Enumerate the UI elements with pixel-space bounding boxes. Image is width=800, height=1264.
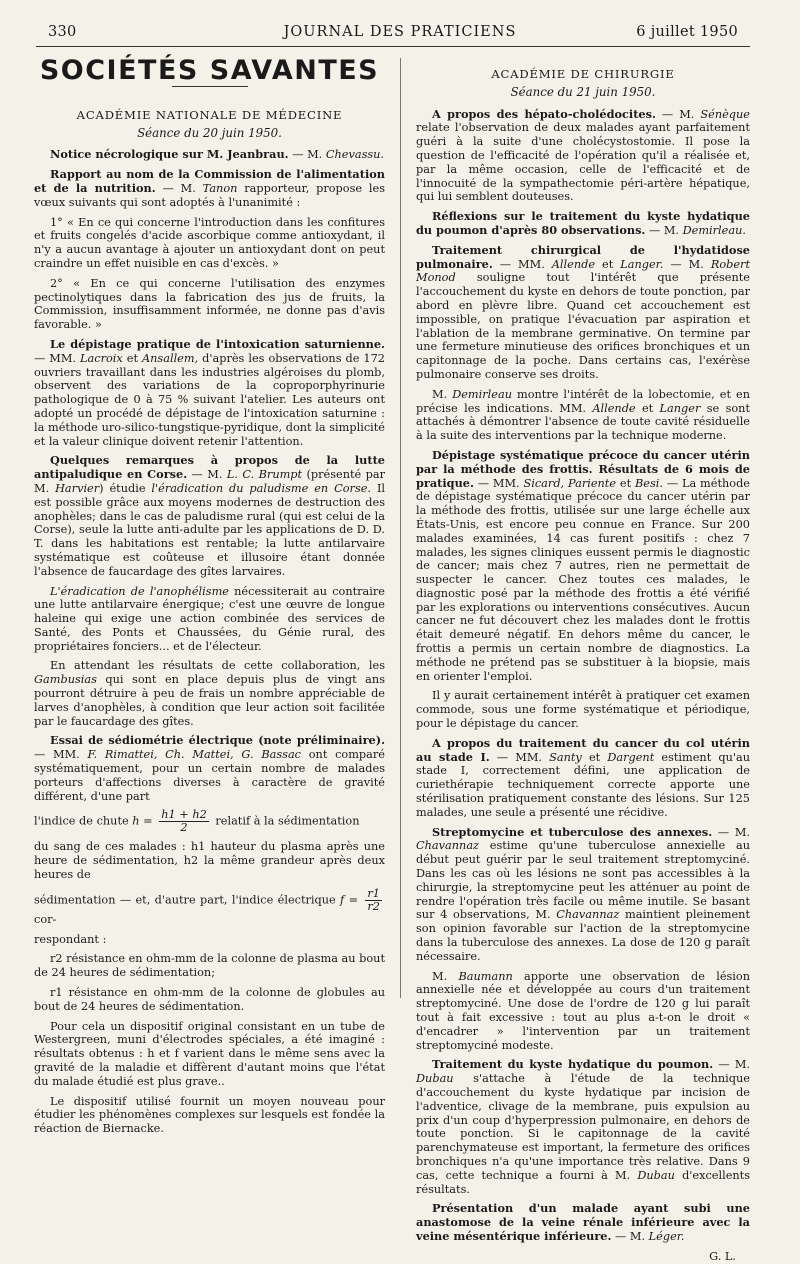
signature: G. L. xyxy=(709,1249,736,1263)
formula-chute: l'indice de chute h = $\frac{h1 + h2}{2}$ relatif à la sédimentation xyxy=(34,808,360,835)
author: Léger. xyxy=(648,1229,685,1243)
author: Besi. xyxy=(634,476,663,490)
author: Chavannaz xyxy=(416,839,480,853)
sedim-r2: r2 résistance en ohm-mm de la colonne de plasma au bout de 24 heures de sédimentation; xyxy=(34,952,385,980)
author: Tanon xyxy=(202,181,238,195)
gambusias-paragraph: En attendant les résultats de cette collaboration, les Gambusias qui sont en place depuis plus de vingt ans pourront détruire à peu de frais un nombre appréciable de larves d'anophèles, à condition que leur action soit facilitée par le faucardage des gîtes. xyxy=(34,659,385,728)
running-header xyxy=(0,22,800,46)
sedim-dispositif: Pour cela un dispositif original consistant en un tube de Westergreen, muni d'électrodes spéciales, a été imaginé : résultats obtenus : h et f varient dans le même sens avec la gravité de la maladie et diffèrent d'autant moins que l'état du malade étudié est plus grave.. xyxy=(34,1019,385,1088)
work-title: L'éradication de l'anophélisme xyxy=(50,584,229,598)
author: Lacroix xyxy=(80,351,123,365)
cancer-paragraph: Dépistage systématique précoce du cancer utérin par la méthode des frottis. Résultats de 6 mois de pratique. — MM. Sicard, Pariente et Besi. — La méthode de dépistage systématique précoce du cancer utérin par la méthode des frottis, utilisée sur une large échelle aux États-Unis, est encore peu connue en France. Sur 200 malades examinées, 14 cas furent positifs : chez 7 malades, les signes cliniques eussent permis le diagnostic de cancer; mais chez 7 autres, rien ne permettait de suspecter le cancer. Chez toutes ces malades, le diagnostic posé par la méthode des frottis a été vérifié par les explorations ou interventions consécutives. Aucun cancer ne fut découvert chez les malades dont le frottis était demeuré négatif. En dehors même du cancer, le frottis a permis un certain nombre de diagnostics. La méthode ne prétend pas se substituer à la biopsie, mais en orienter l'emploi. xyxy=(416,447,750,683)
sedim-respondant: respondant : xyxy=(34,932,107,946)
kyste-paragraph: Réflexions sur le traitement du kyste hydatique du poumon d'après 80 observations. — M. Demirleau. xyxy=(416,209,750,237)
journal-title: JOURNAL DES PRATICIENS xyxy=(283,24,517,40)
author: F. Rimattei, Ch. Mattei, G. Bassac xyxy=(87,748,302,762)
author: Dubau xyxy=(416,1072,454,1086)
article-title: Quelques remarques à propos de la lutte antipaludique en Corse. xyxy=(34,453,385,482)
academy-heading: ACADÉMIE NATIONALE DE MÉDECINE xyxy=(76,107,343,122)
article-title: Streptomycine et tuberculose des annexes. xyxy=(432,824,713,839)
depistage-paragraph: Le dépistage pratique de l'intoxication saturnienne.— MM. Lacroix et Ansallem, d'après les observations de 172 ouvriers travaillant dans les industries algéroises du plomb, observent des variations de la coproporphyrinurie pathologique de 0 à 75 % suivant l'atelier. Les auteurs ont adopté un procédé de dépistage de l'intoxication saturnine : la méthode uro-silico-tungstique-pyridique, dont la simplicité et la valeur clinique doivent retenir l'attention. xyxy=(34,336,385,448)
author: Chevassu. xyxy=(325,148,385,162)
author: Baumann xyxy=(458,969,513,983)
header-rule xyxy=(36,46,750,47)
author: Robert Monod xyxy=(416,257,750,285)
col-uterin-paragraph: A propos du traitement du cancer du col utérin au stade I. — MM. Santy et Dargent estiment qu'au stade I, correctement défini, une application de curiethérapie techniquement correcte apporte une stérilisation pratiquement constante des lésions. Sur 125 malades, une seule a présenté une récidive. xyxy=(416,735,750,819)
streptomycine-paragraph: Streptomycine et tuberculose des annexes. — M. Chavannaz estime qu'une tuberculose annexielle au début peut guérir par le seul traitement streptomyciné. Dans les cas où les lésions ne sont pas accessibles à la chirurgie, la streptomycine peut les atténuer au point de rendre l'opération très facile ou même inutile. Se basant sur 4 observations, M. Chavannaz maintient pleinement son opinion favorable sur l'action de la streptomycine dans la tuberculose des annexes. La dose de 120 g paraît nécessaire. xyxy=(416,824,750,963)
leger-paragraph: Présentation d'un malade ayant subi une anastomose de la veine rénale inférieure avec la veine mésentérique inférieure. — M. Léger. xyxy=(416,1201,750,1243)
seance-date: Séance du 21 juin 1950. xyxy=(510,84,656,99)
author: Chavannaz xyxy=(556,908,620,922)
fraction-electrique: $\frac{r1}{r2}$ xyxy=(367,886,380,913)
author: Dubau xyxy=(637,1168,675,1182)
notice-paragraph: Notice nécrologique sur M. Jeanbrau. — M. Chevassu. xyxy=(50,147,385,162)
column-separator xyxy=(400,58,401,998)
author: Dargent xyxy=(607,750,655,764)
author: Ansallem, xyxy=(141,351,199,365)
seance-date: Séance du 20 juin 1950. xyxy=(137,125,282,140)
voeu-2: 2° « En ce qui concerne l'utilisation des enzymes pectinolytiques dans la fabrication des jus de fruits, la Commission, insuffisamment informée, ne donne pas d'avis favorable. » xyxy=(34,276,385,332)
page-number: 330 xyxy=(48,24,77,40)
cancer-conclusion: Il y aurait certainement intérêt à pratiquer cet examen commode, sous une forme systématique et périodique, pour le dépistage du cancer. xyxy=(416,689,750,731)
author: Langer xyxy=(659,401,701,415)
anophelisme-paragraph: L'éradication de l'anophélisme nécessiterait au contraire une lutte antilarvaire énergique; c'est une œuvre de longue haleine qui exige une action combinée des services de Santé, des Ponts et Chaussées, du Génie rural, des propriétaires fonciers... et de l'électeur. xyxy=(34,584,385,653)
article-title: Le dépistage pratique de l'intoxication saturnienne. xyxy=(50,336,385,351)
sediometrie-paragraph: Essai de sédiométrie électrique (note préliminaire). — MM. F. Rimattei, Ch. Mattei, G. Bassac ont comparé systématiquement, pour un certain nombre de malades porteurs d'affections diverses à caractère de gravité différent, d'une part xyxy=(34,733,385,803)
issue-date: 6 juillet 1950 xyxy=(636,24,738,40)
article-title: A propos du traitement du cancer du col utérin au stade I. xyxy=(416,735,750,764)
work-title: l'éradication du paludisme en Corse. xyxy=(151,481,372,495)
rapport-paragraph: Rapport au nom de la Commission de l'alimentation et de la nutrition. — M. Tanon rapporteur, propose les vœux suivants qui sont adoptés à l'unanimité : xyxy=(34,167,385,209)
author: Santy xyxy=(549,750,582,764)
author: Demirleau. xyxy=(682,223,746,237)
author: L. C. Brumpt xyxy=(226,468,303,482)
sedim-r1: r1 résistance en ohm-mm de la colonne de globules au bout de 24 heures de sédimentation. xyxy=(34,986,385,1013)
hepato-paragraph: A propos des hépato-cholédocites. — M. Sénèque relate l'observation de deux malades ayant parfaitement guéri à la suite d'une cholécystostomie. Il pose la question de l'efficacité de l'opération qu'il a réalisée et, par la même occasion, celle de l'efficacité et de l'innocuité de la sympathectomie péri-artère hépatique, qui lui semblent douteuses. xyxy=(416,106,750,204)
right-column xyxy=(416,58,750,1264)
section-title: SOCIÉTÉS SAVANTES xyxy=(39,55,380,86)
paludisme-paragraph: Quelques remarques à propos de la lutte antipaludique en Corse. — M. L. C. Brumpt (présenté par M. Harvier) étudie l'éradication du paludisme en Corse. Il est possible grâce aux moyens modernes de destruction des anophèles; dans le cas de paludisme rural (qui est celui de la Corse), seule la lutte anti-adulte par les applications de D. D. T. dans les habitations est rentable; la lutte antilarvaire systématique est coûteuse et illusoire étant donnée l'absence de faucardage des gîtes larvaires. xyxy=(34,453,386,578)
article-title: Présentation d'un malade ayant subi une anastomose de la veine rénale inférieure avec la veine mésentérique inférieure. xyxy=(416,1201,750,1243)
voeu-1: 1° « En ce qui concerne l'introduction dans les confitures et fruits congelés d'acide ascorbique comme antioxydant, il n'y a aucun avantage à ajouter un antioxydant dont on peut craindre un effet nuisible en cas d'excès. » xyxy=(34,215,385,270)
article-title: Essai de sédiométrie électrique (note préliminaire). xyxy=(50,733,385,748)
article-title: Traitement du kyste hydatique du poumon. xyxy=(432,1057,714,1072)
left-column xyxy=(34,55,386,1142)
demirleau-paragraph: M. Demirleau montre l'intérêt de la lobectomie, et en précise les indications. MM. Allende et Langer se sont attachés à démontrer l'absence de toute cavité résiduelle à la suite des interventions par la technique moderne. xyxy=(416,387,751,443)
hydatidose-paragraph: Traitement chirurgical de l'hydatidose pulmonaire. — MM. Allende et Langer. — M. Robert Monod souligne tout l'intérêt que présente l'accouchement du kyste en dehors de toute ponction, par abord en plèvre libre. Quand cet accouchement est impossible, on pratique l'évacuation par aspiration et l'ablation de la membrane germinative. On termine par une fermeture minutieuse des orifices bronchiques et un capitonnage de la poche. Dans certains cas, l'exérèse pulmonaire conserve ses droits. xyxy=(416,242,750,381)
article-title: Réflexions sur le traitement du kyste hydatique du poumon d'après 80 observations. xyxy=(416,209,750,237)
author: Sicard, Pariente xyxy=(523,476,617,490)
author: Sénèque xyxy=(700,107,750,121)
author: Demirleau xyxy=(452,387,512,401)
author: Harvier xyxy=(55,481,100,495)
dubau-paragraph: Traitement du kyste hydatique du poumon. — M. Dubau s'attache à l'étude de la technique d'accouchement du kyste hydatique par incision de l'adventice, clivage de la membrane, puis expulsion au prix d'un coup d'hyperpression pulmonaire, en dehors de toute ponction. Si le capitonnage de la cavité parenchymateuse est important, la fermeture des orifices bronchiques n'a qu'une importance très relative. Dans 9 cas, cette technique a fourni à M. Dubau d'excellents résultats. xyxy=(416,1057,750,1196)
article-title: Traitement chirurgical de l'hydatidose pulmonaire. xyxy=(416,242,750,271)
baumann-paragraph: M. Baumann apporte une observation de lésion annexielle née et développée au cours d'un traitement streptomyciné. Une dose de l'ordre de 120 g lui paraît tout à fait excessive : tout au plus a-t-on le droit « d'encadrer » l'intervention par un traitement streptomyciné modeste. xyxy=(416,969,750,1052)
sedim-definition: du sang de ces malades : h1 hauteur du plasma après une heure de sédimentation, h2 la même grandeur après deux heures de xyxy=(34,840,385,882)
author: Langer. xyxy=(620,257,664,271)
sedim-conclusion: Le dispositif utilisé fournit un moyen nouveau pour étudier les phénomènes complexes sur lesquels est fondée la réaction de Biernacke. xyxy=(34,1094,385,1136)
fraction-chute: $\frac{h1 + h2}{2}$ xyxy=(161,808,207,835)
genus-name: Gambusias xyxy=(34,673,97,687)
article-title: A propos des hépato-cholédocites. xyxy=(432,106,656,121)
academy-heading: ACADÉMIE DE CHIRURGIE xyxy=(491,67,675,81)
article-title: Rapport au nom de la Commission de l'alimentation et de la nutrition. xyxy=(34,167,385,195)
formula-electrique: sédimentation — et, d'autre part, l'indice électrique f = $\frac{r1}{r2}$ cor- xyxy=(34,886,380,926)
author: Allende xyxy=(592,401,636,415)
author: Allende xyxy=(551,257,596,271)
article-title: Notice nécrologique sur M. Jeanbrau. xyxy=(50,147,289,162)
article-title: Dépistage systématique précoce du cancer utérin par la méthode des frottis. Résultats de 6 mois de pratique. xyxy=(416,447,750,490)
